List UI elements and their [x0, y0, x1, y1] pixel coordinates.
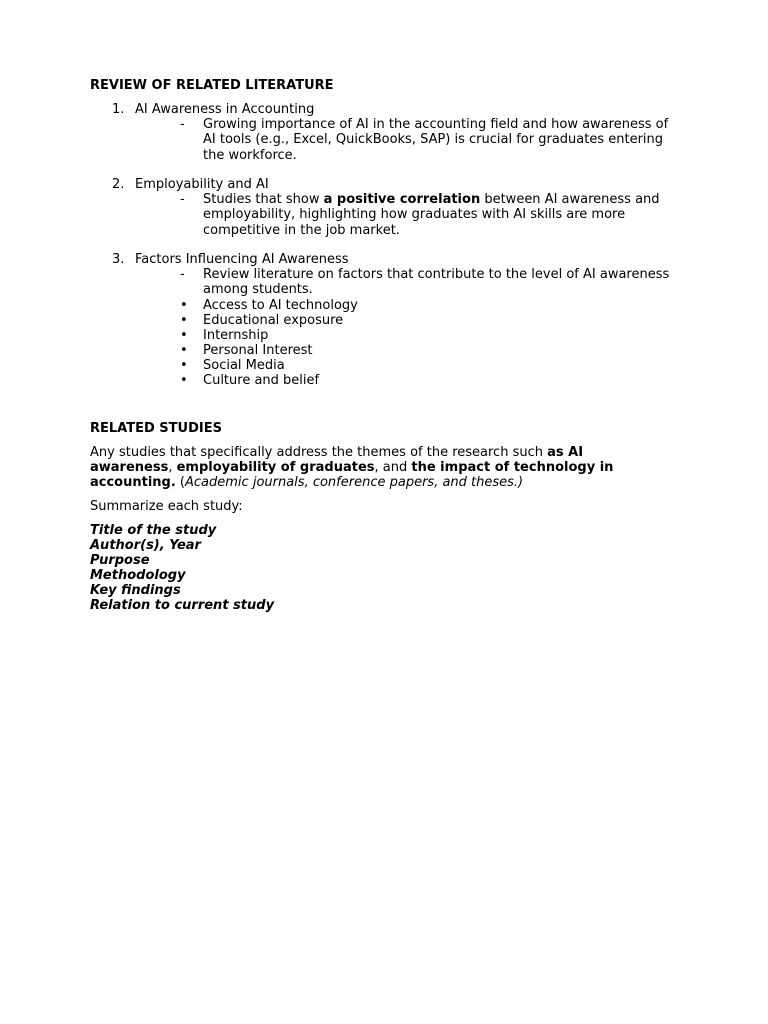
- intro-text: (: [175, 475, 186, 490]
- bullet-icon: •: [180, 313, 188, 328]
- intro-text: Any studies that specifically address the themes of the research such: [90, 445, 548, 460]
- section-heading-related: RELATED STUDIES: [90, 421, 222, 436]
- intro-bold: employability of graduates: [176, 460, 375, 475]
- detail-text: Growing importance of AI in the accounting field and how awareness of AI tools (e.g., Excel, QuickBooks, SAP) is crucial for graduates entering the workforce.: [203, 117, 669, 163]
- intro-italic: Academic journals, conference papers, and theses.): [185, 475, 524, 490]
- study-field: Methodology: [90, 568, 186, 583]
- detail-text-part: between AI awareness and employability, highlighting how graduates with AI skills are more competitive in the job market.: [203, 192, 660, 238]
- item-number: 2.: [112, 177, 125, 192]
- bullet-text: Educational exposure: [203, 313, 344, 328]
- bullet-icon: •: [180, 358, 188, 373]
- detail-text: [203, 192, 673, 238]
- intro-text: ,: [168, 460, 177, 475]
- item-number: 1.: [112, 102, 125, 117]
- bullet-icon: •: [180, 373, 188, 388]
- numbered-item-3: [112, 252, 348, 267]
- detail-text-part: Studies that show: [203, 192, 324, 207]
- study-field: Key findings: [90, 583, 181, 598]
- section-heading-review: REVIEW OF RELATED LITERATURE: [90, 78, 334, 93]
- bullet-icon: •: [180, 343, 188, 358]
- summarize-instruction: Summarize each study:: [90, 499, 243, 514]
- item-title: AI Awareness in Accounting: [135, 102, 315, 117]
- numbered-item-1: [112, 102, 314, 117]
- intro-text: , and: [374, 460, 412, 475]
- bullet-text: Internship: [203, 328, 269, 343]
- item-title: Employability and AI: [135, 177, 269, 192]
- bullet-icon: •: [180, 328, 188, 343]
- bullet-text: Social Media: [203, 358, 285, 373]
- study-field: Purpose: [90, 553, 150, 568]
- intro-bold: as AI awareness: [90, 445, 584, 475]
- bullet-text: Culture and belief: [203, 373, 320, 388]
- detail-text: Review literature on factors that contribute to the level of AI awareness among students.: [203, 267, 670, 298]
- numbered-item-2: [112, 177, 269, 192]
- study-field: Relation to current study: [90, 598, 275, 613]
- bullet-icon: •: [180, 298, 188, 313]
- bullet-text: Access to AI technology: [203, 298, 358, 313]
- study-field: Author(s), Year: [90, 538, 201, 553]
- intro-bold: the impact of technology in accounting.: [90, 460, 614, 490]
- dash-marker: -: [180, 267, 185, 282]
- item-title: Factors Influencing AI Awareness: [135, 252, 349, 267]
- dash-marker: -: [180, 117, 185, 132]
- related-intro-paragraph: [90, 445, 660, 490]
- item-number: 3.: [112, 252, 125, 267]
- study-field: Title of the study: [90, 523, 217, 538]
- bullet-text: Personal Interest: [203, 343, 313, 358]
- detail-bold-phrase: a positive correlation: [323, 192, 481, 207]
- dash-marker: -: [180, 192, 185, 207]
